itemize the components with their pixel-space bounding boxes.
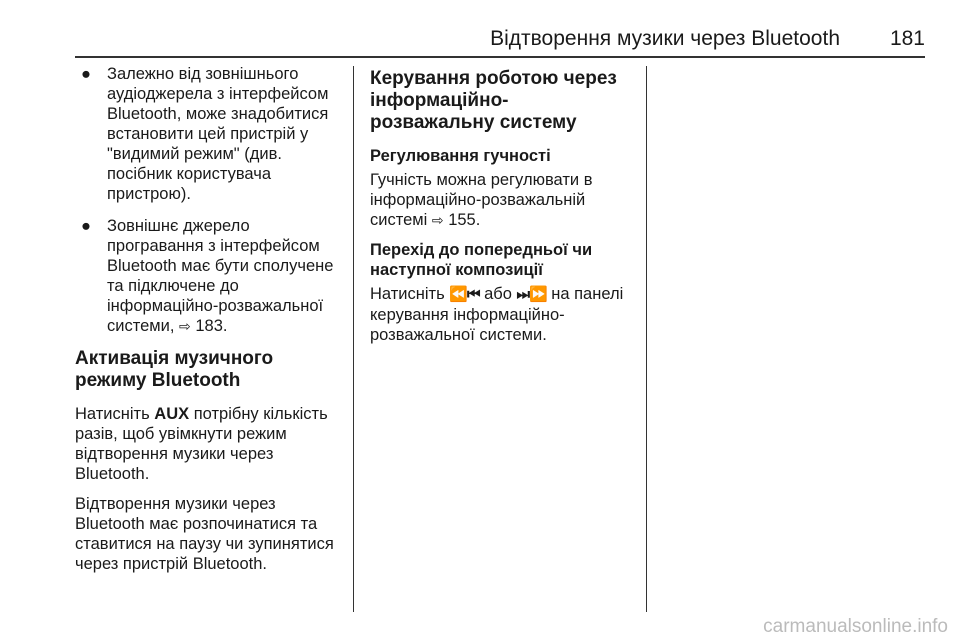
paragraph-text: на панелі керування інформаційно-розважальної системи. [370,285,624,344]
next-track-icon: ⏭⏩ [516,286,547,303]
middle-column [370,64,632,355]
paragraph-playback: Відтворення музики через Bluetooth має розпочинатися та ставитися на паузу чи зупинятися через пристрій Bluetooth. [75,495,334,573]
paragraph-activation [75,404,337,484]
column-divider [353,66,354,612]
section-heading-control: Керування роботою через інформаційно-розважальну систему [370,68,617,133]
page-reference-icon: ⇨ [179,318,191,334]
paragraph-text: Натисніть [370,285,445,303]
paragraph-volume [370,170,632,230]
page-reference: 183. [195,317,228,335]
paragraph-text: Гучність можна регулювати в інформаційно-розважальній системі [370,171,593,229]
column-divider [646,66,647,612]
page-number: 181 [889,27,925,50]
paragraph-text: або [484,285,512,303]
page-title: Відтворення музики через Bluetooth [490,27,840,50]
page-header [75,26,925,52]
list-item [75,216,337,336]
list-item [75,64,337,204]
bullet-list [75,64,337,336]
paragraph-text: потрібну кількість разів, щоб увімкнути режим відтворення музики через Bluetooth. [75,405,328,483]
section-heading-activation: Активація музичного режиму Bluetooth [75,348,274,391]
aux-key-label: AUX [154,405,190,423]
previous-track-icon: ⏪⏮ [449,286,480,303]
left-column [75,64,337,584]
header-rule [75,56,925,58]
page-reference: 155. [448,211,481,229]
bullet-text: Зовнішнє джерело програвання з інтерфейсом Bluetooth має бути сполучене та підключене до інформаційно-розважальної системи, [107,217,334,335]
subheading-volume: Регулювання гучності [370,147,551,165]
paragraph-text: Натисніть [75,405,150,423]
paragraph-track [370,284,632,345]
subheading-track: Перехід до попередньої чи наступної композиції [370,241,593,279]
page-reference-icon: ⇨ [431,212,444,228]
watermark: carmanualsonline.info [763,616,948,637]
bullet-dot: ● [81,65,91,83]
bullet-text: Залежно від зовнішнього аудіоджерела з інтерфейсом Bluetooth, може знадобитися встановити цей пристрій у "видимий режим" (див. посібник користувача пристрою). [107,65,329,203]
bullet-dot: ● [81,217,91,235]
